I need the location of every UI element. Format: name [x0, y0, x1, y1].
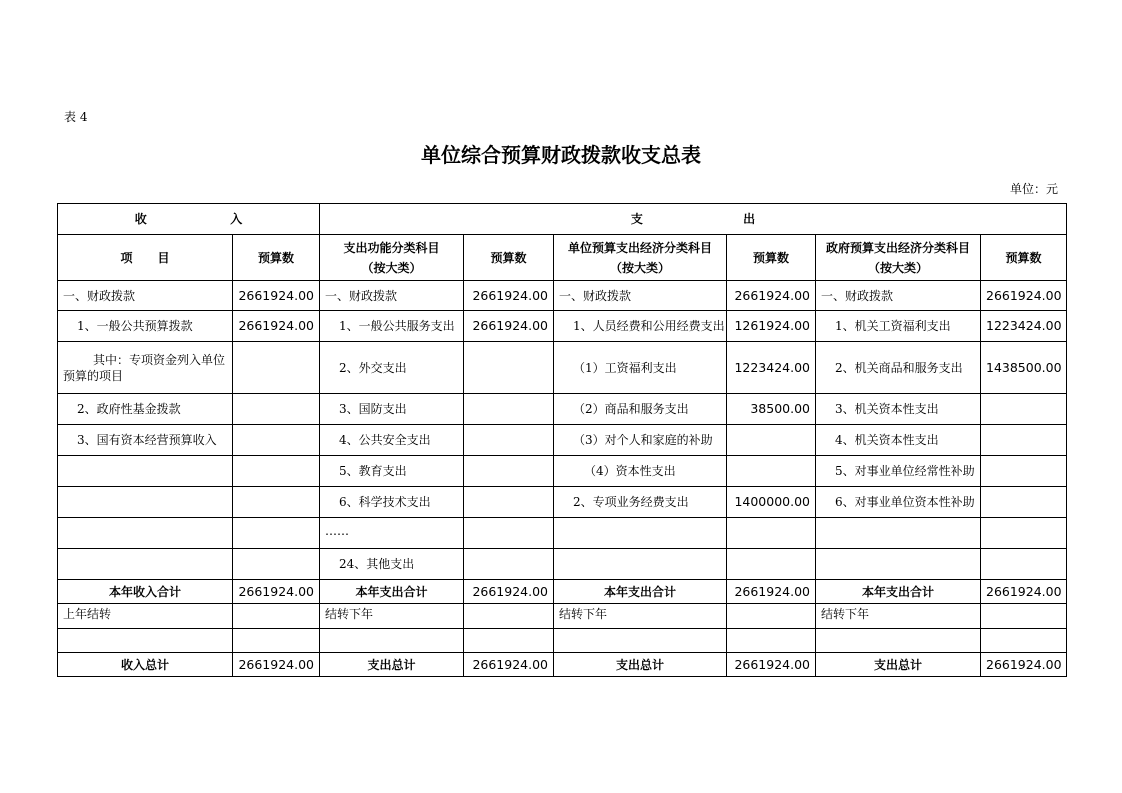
table-row — [58, 342, 1067, 394]
income-value — [233, 425, 320, 456]
gov-econ-item: 1、机关工资福利支出 — [816, 311, 981, 342]
grand-income-total-label: 收入总计 — [58, 653, 233, 677]
gov-econ-item — [816, 518, 981, 549]
col-budget-func: 预算数 — [464, 235, 554, 281]
grand-total-row — [58, 653, 1067, 677]
blank-cell — [816, 629, 981, 653]
year-expense-total-label-func: 本年支出合计 — [320, 580, 464, 604]
col-gov-econ — [816, 235, 981, 281]
func-item: …… — [320, 518, 464, 549]
unit-econ-value — [727, 549, 816, 580]
gov-econ-value — [981, 394, 1067, 425]
income-item: 1、一般公共预算拨款 — [58, 311, 233, 342]
func-item: 24、其他支出 — [320, 549, 464, 580]
gov-econ-value — [981, 549, 1067, 580]
carry-next-year-label-func: 结转下年 — [320, 604, 464, 629]
gov-econ-item — [816, 549, 981, 580]
prior-year-carryover-label: 上年结转 — [58, 604, 233, 629]
unit-econ-value: 38500.00 — [727, 394, 816, 425]
table-row — [58, 487, 1067, 518]
gov-econ-item: 3、机关资本性支出 — [816, 394, 981, 425]
col-budget-income: 预算数 — [233, 235, 320, 281]
gov-econ-value — [981, 518, 1067, 549]
unit-econ-value: 2661924.00 — [727, 281, 816, 311]
gov-econ-item: 一、财政拨款 — [816, 281, 981, 311]
unit-econ-item — [554, 518, 727, 549]
section-header-row — [58, 204, 1067, 235]
year-expense-total-label-gov: 本年支出合计 — [816, 580, 981, 604]
income-header: 收 入 — [58, 204, 320, 235]
gov-econ-value: 2661924.00 — [981, 281, 1067, 311]
income-item: 2、政府性基金拨款 — [58, 394, 233, 425]
table-row — [58, 394, 1067, 425]
table-row — [58, 311, 1067, 342]
table-row — [58, 425, 1067, 456]
year-expense-total-label-unit: 本年支出合计 — [554, 580, 727, 604]
col-func-class — [320, 235, 464, 281]
carry-next-year-value-func — [464, 604, 554, 629]
income-item — [58, 456, 233, 487]
blank-cell — [464, 629, 554, 653]
func-value — [464, 394, 554, 425]
income-item — [58, 549, 233, 580]
gov-econ-value — [981, 487, 1067, 518]
grand-expense-total-value-func: 2661924.00 — [464, 653, 554, 677]
func-item: 4、公共安全支出 — [320, 425, 464, 456]
unit-econ-item: 一、财政拨款 — [554, 281, 727, 311]
unit-econ-item: （1）工资福利支出 — [554, 342, 727, 394]
blank-cell — [58, 629, 233, 653]
table-row — [58, 549, 1067, 580]
unit-econ-item: （3）对个人和家庭的补助 — [554, 425, 727, 456]
unit-econ-item: （2）商品和服务支出 — [554, 394, 727, 425]
blank-cell — [554, 629, 727, 653]
func-value — [464, 518, 554, 549]
blank-row — [58, 629, 1067, 653]
table-row — [58, 456, 1067, 487]
gov-econ-value — [981, 456, 1067, 487]
func-item: 一、财政拨款 — [320, 281, 464, 311]
func-value — [464, 425, 554, 456]
carry-next-year-value-gov — [981, 604, 1067, 629]
unit-econ-value — [727, 425, 816, 456]
document-title: 单位综合预算财政拨款收支总表 — [421, 143, 701, 167]
income-item: 一、财政拨款 — [58, 281, 233, 311]
carry-next-year-value-unit — [727, 604, 816, 629]
carry-next-year-label-unit: 结转下年 — [554, 604, 727, 629]
func-value — [464, 342, 554, 394]
unit-econ-value — [727, 518, 816, 549]
year-income-total-value: 2661924.00 — [233, 580, 320, 604]
col-unit-econ-line2: （按大类） — [609, 260, 670, 275]
unit-econ-value — [727, 456, 816, 487]
func-item: 6、科学技术支出 — [320, 487, 464, 518]
gov-econ-value: 1438500.00 — [981, 342, 1067, 394]
col-budget-unit: 预算数 — [727, 235, 816, 281]
expense-header: 支 出 — [320, 204, 1067, 235]
income-item — [58, 487, 233, 518]
col-item: 项 目 — [58, 235, 233, 281]
table-label: 表 4 — [64, 110, 88, 124]
col-budget-gov: 预算数 — [981, 235, 1067, 281]
col-func-class-line1: 支出功能分类科目 — [343, 240, 440, 255]
grand-expense-total-value-unit: 2661924.00 — [727, 653, 816, 677]
func-item: 3、国防支出 — [320, 394, 464, 425]
income-value: 2661924.00 — [233, 281, 320, 311]
income-value — [233, 394, 320, 425]
unit-econ-item — [554, 549, 727, 580]
table-row — [58, 281, 1067, 311]
col-unit-econ — [554, 235, 727, 281]
unit-label: 单位：元 — [1009, 182, 1058, 196]
income-value — [233, 518, 320, 549]
income-value — [233, 456, 320, 487]
gov-econ-item: 5、对事业单位经常性补助 — [816, 456, 981, 487]
func-value: 2661924.00 — [464, 311, 554, 342]
grand-expense-total-value-gov: 2661924.00 — [981, 653, 1067, 677]
year-income-total-label: 本年收入合计 — [58, 580, 233, 604]
unit-econ-value: 1400000.00 — [727, 487, 816, 518]
blank-cell — [320, 629, 464, 653]
income-value — [233, 549, 320, 580]
gov-econ-item: 2、机关商品和服务支出 — [816, 342, 981, 394]
blank-cell — [233, 629, 320, 653]
unit-econ-item: （4）资本性支出 — [554, 456, 727, 487]
gov-econ-item: 6、对事业单位资本性补助 — [816, 487, 981, 518]
budget-table — [57, 203, 1067, 677]
func-value: 2661924.00 — [464, 281, 554, 311]
func-item: 1、一般公共服务支出 — [320, 311, 464, 342]
col-unit-econ-line1: 单位预算支出经济分类科目 — [567, 240, 712, 255]
income-item: 3、国有资本经营预算收入 — [58, 425, 233, 456]
unit-econ-item: 1、人员经费和公用经费支出 — [554, 311, 727, 342]
gov-econ-value: 1223424.00 — [981, 311, 1067, 342]
column-header-row — [58, 235, 1067, 281]
year-expense-total-value-func: 2661924.00 — [464, 580, 554, 604]
grand-expense-total-label-unit: 支出总计 — [554, 653, 727, 677]
func-item: 5、教育支出 — [320, 456, 464, 487]
unit-econ-value: 1223424.00 — [727, 342, 816, 394]
func-item: 2、外交支出 — [320, 342, 464, 394]
income-item: 其中：专项资金列入单位预算的项目 — [58, 342, 233, 394]
unit-econ-value: 1261924.00 — [727, 311, 816, 342]
income-value — [233, 487, 320, 518]
prior-year-carryover-value — [233, 604, 320, 629]
carry-next-year-label-gov: 结转下年 — [816, 604, 981, 629]
income-value: 2661924.00 — [233, 311, 320, 342]
unit-econ-item: 2、专项业务经费支出 — [554, 487, 727, 518]
year-expense-total-value-unit: 2661924.00 — [727, 580, 816, 604]
year-expense-total-value-gov: 2661924.00 — [981, 580, 1067, 604]
grand-income-total-value: 2661924.00 — [233, 653, 320, 677]
year-total-row — [58, 580, 1067, 604]
carryover-row — [58, 604, 1067, 629]
blank-cell — [981, 629, 1067, 653]
func-value — [464, 456, 554, 487]
grand-expense-total-label-func: 支出总计 — [320, 653, 464, 677]
income-value — [233, 342, 320, 394]
func-value — [464, 487, 554, 518]
func-value — [464, 549, 554, 580]
gov-econ-item: 4、机关资本性支出 — [816, 425, 981, 456]
blank-cell — [727, 629, 816, 653]
grand-expense-total-label-gov: 支出总计 — [816, 653, 981, 677]
table-row — [58, 518, 1067, 549]
col-func-class-line2: （按大类） — [361, 260, 422, 275]
col-gov-econ-line2: （按大类） — [867, 260, 928, 275]
income-item — [58, 518, 233, 549]
col-gov-econ-line1: 政府预算支出经济分类科目 — [825, 240, 970, 255]
gov-econ-value — [981, 425, 1067, 456]
